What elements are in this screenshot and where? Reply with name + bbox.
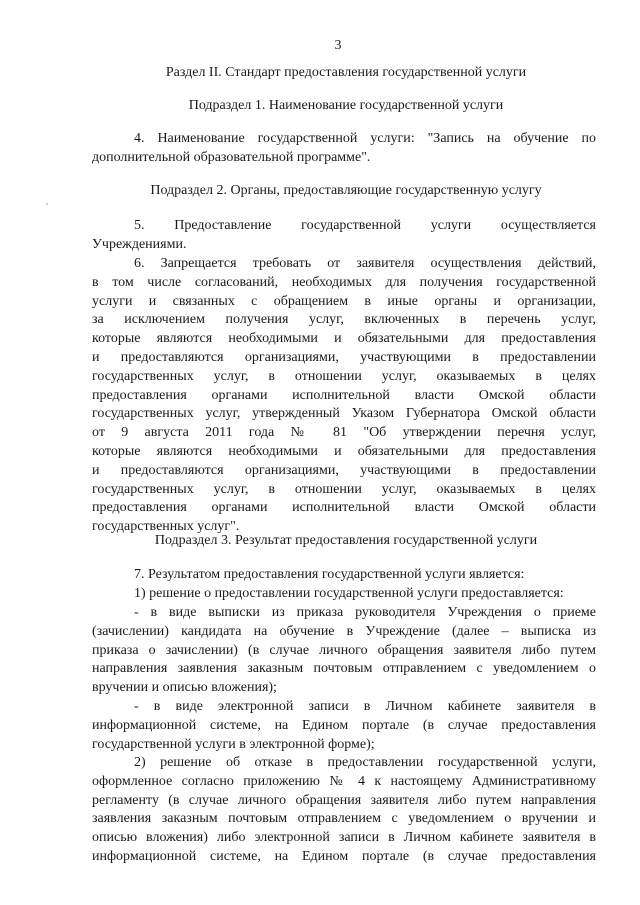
section-title: Раздел II. Стандарт предоставления государственной услуги [165, 65, 527, 80]
paragraph-line: вручении и описью вложения); [92, 680, 277, 696]
paragraph-line: заявления заказным почтовым отправлением с уведомлением о вручении и [92, 811, 596, 827]
paragraph-line: государственных услуг". [92, 519, 240, 535]
paragraph-line: 6. Запрещается требовать от заявителя осуществления действий, [134, 256, 596, 271]
paragraph-line: - в виде электронной записи в Личном кабинете заявителя в [134, 699, 596, 714]
paragraph-7-2 [92, 754, 596, 867]
subsection-title-3: Подраздел 3. Результат предоставления государственной услуги [154, 533, 538, 548]
paragraph-5 [92, 217, 596, 255]
paragraph-line: за исключением получения услуг, включенных в перечень услуг, [92, 312, 596, 328]
paragraph-line: описью вложения) либо электронной записи в Личном кабинете заявителя в [92, 830, 596, 846]
scan-speck [46, 203, 48, 205]
paragraph-line: государственных услуг, в отношении услуг, оказываемых в целях [92, 368, 596, 384]
paragraph-line: государственных услуг, в отношении услуг, оказываемых в целях [92, 481, 596, 497]
paragraph-line: услуги и связанных с обращением в иные органы и организации, [92, 293, 596, 309]
paragraph-line: регламенту (в случае личного обращения заявителя либо путем направления [92, 792, 596, 808]
paragraph-line: предоставления органами исполнительной власти Омской области [92, 500, 596, 516]
subsection-title-2: Подраздел 2. Органы, предоставляющие государственную услугу [150, 183, 542, 198]
paragraph-line: информационной системе, на Едином портале (в случае предоставления [92, 848, 596, 864]
paragraph-line: которые являются необходимыми и обязательными для предоставления [92, 331, 596, 347]
paragraph-line: 7. Результатом предоставления государственной услуги является: [134, 567, 525, 582]
paragraph-line: от 9 августа 2011 года № 81 "Об утверждении перечня услуг, [92, 425, 596, 441]
paragraph-line: оформленное согласно приложению № 4 к настоящему Административному [92, 773, 596, 789]
paragraph-line: предоставления органами исполнительной власти Омской области [92, 387, 596, 403]
page-number: 3 [334, 38, 342, 53]
paragraph-line: государственных услуг, утвержденный Указом Губернатора Омской области [92, 406, 596, 422]
paragraph-7-1-b [92, 698, 596, 754]
paragraph-line: направления заявления заказным почтовым отправлением с уведомлением о [92, 661, 596, 677]
paragraph-6 [92, 255, 596, 537]
paragraph-7-1-a [92, 604, 596, 698]
paragraph-line: (зачислении) кандидата на обучение в Учреждение (далее – выписка из [92, 623, 596, 639]
paragraph-line: 4. Наименование государственной услуги: "Запись на обучение по [134, 131, 596, 146]
paragraph-line: и предоставляются организациями, участвующими в предоставлении [92, 462, 596, 478]
paragraph-line: Учреждениями. [92, 236, 187, 252]
paragraph-line: и предоставляются организациями, участвующими в предоставлении [92, 349, 596, 365]
paragraph-line: 5. Предоставление государственной услуги осуществляется [134, 218, 596, 233]
paragraph-line: государственной услуги в электронной форме); [92, 736, 375, 752]
paragraph-7-1 [92, 585, 596, 604]
paragraph-4 [92, 130, 596, 168]
paragraph-line: приказа о зачислении) (в случае личного обращения заявителя либо путем [92, 642, 596, 658]
paragraph-line: информационной системе, на Едином портале (в случае предоставления [92, 717, 596, 733]
paragraph-line: 2) решение об отказе в предоставлении государственной услуги, [134, 755, 596, 770]
paragraph-line: которые являются необходимыми и обязательными для предоставления [92, 443, 596, 459]
paragraph-7 [92, 566, 596, 585]
paragraph-line: - в виде выписки из приказа руководителя Учреждения о приеме [134, 605, 596, 620]
paragraph-line: в том числе согласований, необходимых для получения государственной [92, 274, 596, 290]
paragraph-line: дополнительной образовательной программе". [92, 149, 371, 165]
paragraph-line: 1) решение о предоставлении государственной услуги предоставляется: [134, 586, 564, 601]
subsection-title-1: Подраздел 1. Наименование государственной услуги [188, 98, 504, 113]
